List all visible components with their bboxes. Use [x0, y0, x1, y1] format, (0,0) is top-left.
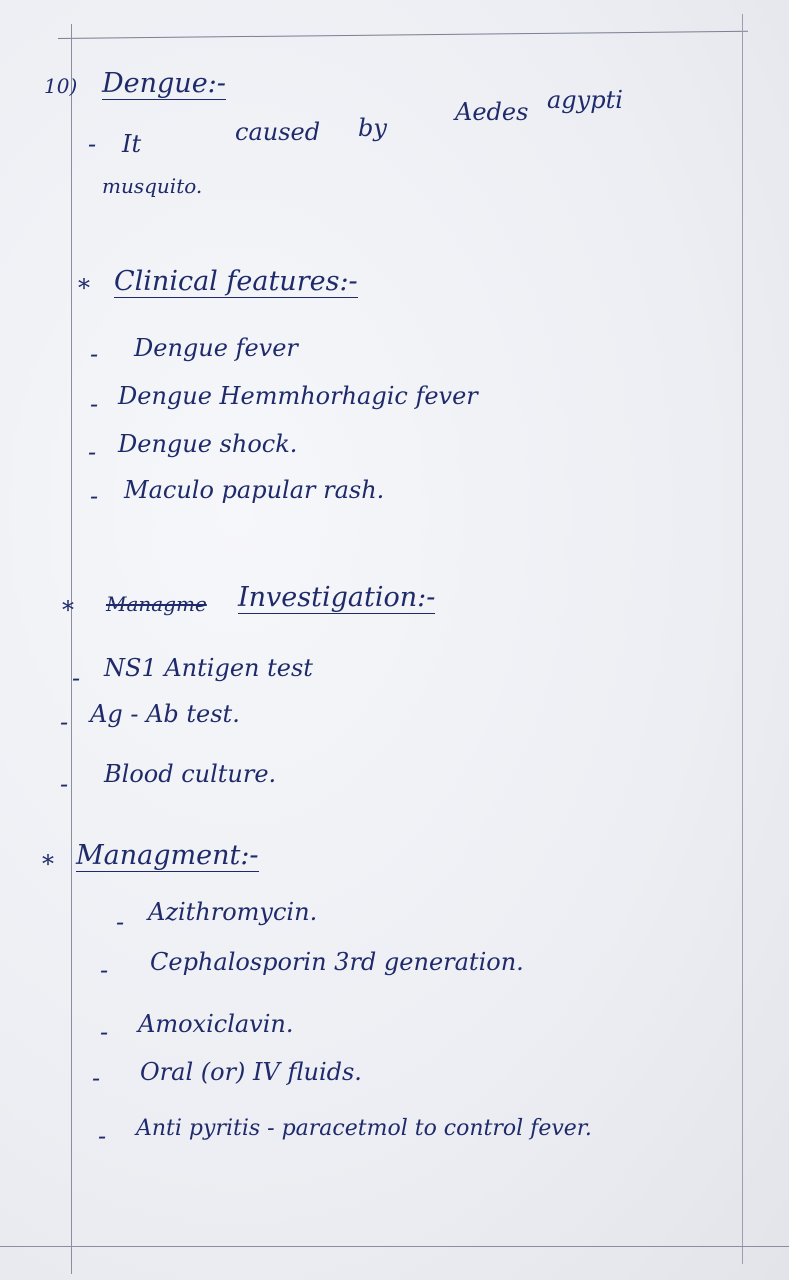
list-bullet: -	[100, 956, 109, 984]
list-item: Dengue Hemmhorhagic fever	[118, 382, 478, 410]
top-margin-line	[58, 31, 748, 39]
intro-bullet: -	[88, 130, 97, 158]
list-bullet: -	[90, 340, 99, 368]
intro-word: by	[358, 114, 387, 142]
list-item: Blood culture.	[104, 760, 277, 788]
list-item: Maculo papular rash.	[124, 476, 385, 504]
intro-word: It	[122, 130, 142, 158]
list-item: Ag - Ab test.	[90, 700, 240, 728]
section-marker: *	[42, 850, 54, 878]
bottom-page-edge	[0, 1246, 789, 1247]
list-bullet: -	[60, 708, 69, 736]
list-bullet: -	[60, 770, 69, 798]
list-item: Amoxiclavin.	[138, 1010, 294, 1038]
list-bullet: -	[72, 664, 81, 692]
intro-word: caused	[235, 118, 321, 146]
list-item: Cephalosporin 3rd generation.	[150, 948, 524, 976]
list-item: Azithromycin.	[148, 898, 318, 926]
struck-word: Managme	[106, 592, 207, 616]
right-margin-line	[742, 14, 743, 1264]
management-heading: Managment:-	[76, 840, 259, 871]
list-bullet: -	[88, 438, 97, 466]
question-number: 10)	[44, 74, 78, 98]
section-marker: *	[78, 274, 90, 302]
list-bullet: -	[90, 390, 99, 418]
list-item: Dengue fever	[134, 334, 298, 362]
list-bullet: -	[98, 1122, 107, 1150]
list-bullet: -	[116, 908, 125, 936]
intro-word: Aedes	[455, 98, 529, 126]
list-item: NS1 Antigen test	[104, 654, 313, 682]
list-item: Oral (or) IV fluids.	[140, 1058, 362, 1086]
section-marker: *	[62, 596, 74, 624]
list-bullet: -	[90, 482, 99, 510]
clinical-heading: Clinical features:-	[114, 266, 358, 297]
intro-word: musquito.	[102, 174, 203, 198]
list-item: Anti pyritis - paracetmol to control fever.	[136, 1116, 592, 1141]
note-title: Dengue:-	[102, 68, 226, 99]
investigation-heading: Investigation:-	[238, 582, 436, 613]
list-item: Dengue shock.	[118, 430, 298, 458]
list-bullet: -	[100, 1018, 109, 1046]
list-bullet: -	[92, 1064, 101, 1092]
intro-word: agypti	[547, 86, 623, 114]
left-margin-line	[71, 24, 72, 1274]
